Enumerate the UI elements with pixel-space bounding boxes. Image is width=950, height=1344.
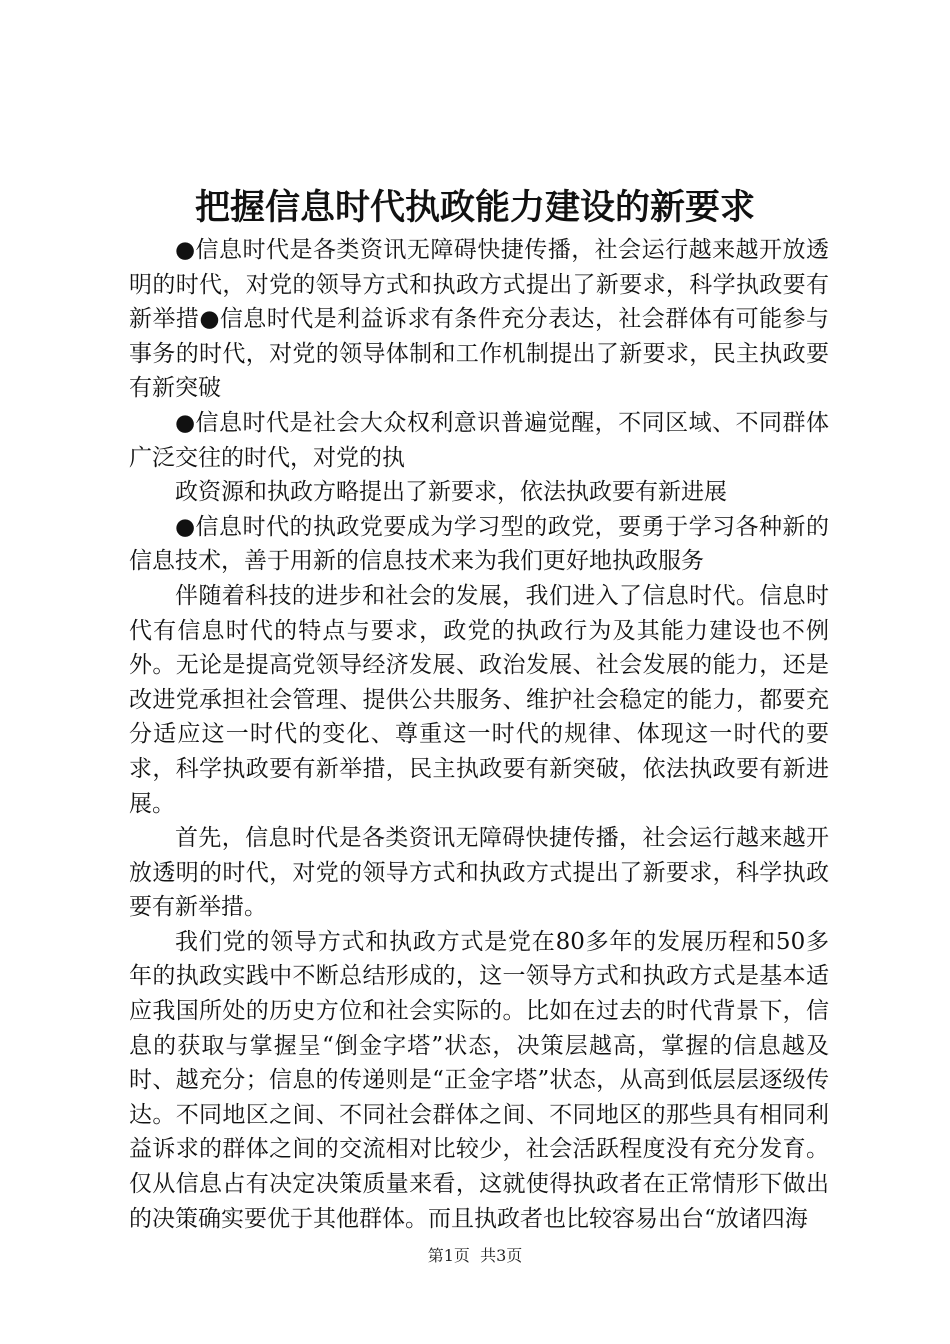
body-paragraph: ●信息时代是社会大众权利意识普遍觉醒，不同区域、不同群体广泛交往的时代，对党的执 [129, 409, 829, 471]
body-paragraph: 我们党的领导方式和执政方式是党在80多年的发展历程和50多年的执政实践中不断总结形成的，这一领导方式和执政方式是基本适应我国所处的历史方位和社会实际的。比如在过去的时代背景下，信息的获取与掌握呈“倒金字塔”状态，决策层越高，掌握的信息越及时、越充分；信息的传递则是“正金字塔”状态，从高到低层层逐级传达。不同地区之间、不同社会群体之间、不同地区的那些具有相同利益诉求的群体之间的交流相对比较少，社会活跃程度没有充分发育。仅从信息占有决定决策质量来看，这就使得执政者在正常情形下做出的决策确实要优于其他群体。而且执政者也比较容易出台“放诸四海 [129, 928, 829, 1232]
document-title: 把握信息时代执政能力建设的新要求 [194, 187, 755, 228]
body-paragraph: 首先，信息时代是各类资讯无障碍快捷传播，社会运行越来越开放透明的时代，对党的领导方式和执政方式提出了新要求，科学执政要有新举措。 [129, 825, 829, 921]
document-body [129, 233, 829, 1236]
body-paragraph: ●信息时代是各类资讯无障碍快捷传播，社会运行越来越开放透明的时代，对党的领导方式和执政方式提出了新要求，科学执政要有新举措●信息时代是利益诉求有条件充分表达，社会群体有可能参与事务的时代，对党的领导体制和工作机制提出了新要求，民主执政要有新突破 [129, 237, 829, 402]
body-paragraph: 政资源和执政方略提出了新要求，依法执政要有新进展 [175, 479, 727, 506]
body-paragraph: 伴随着科技的进步和社会的发展，我们进入了信息时代。信息时代有信息时代的特点与要求，政党的执政行为及其能力建设也不例外。无论是提高党领导经济发展、政治发展、社会发展的能力，还是改进党承担社会管理、提供公共服务、维护社会稳定的能力，都要充分适应这一时代的变化、尊重这一时代的规律、体现这一时代的要求，科学执政要有新举措，民主执政要有新突破，依法执政要有新进展。 [129, 582, 829, 817]
page-number-footer: 第1页 共3页 [427, 1246, 523, 1265]
body-paragraph: ●信息时代的执政党要成为学习型的政党，要勇于学习各种新的信息技术，善于用新的信息技术来为我们更好地执政服务 [129, 513, 829, 575]
